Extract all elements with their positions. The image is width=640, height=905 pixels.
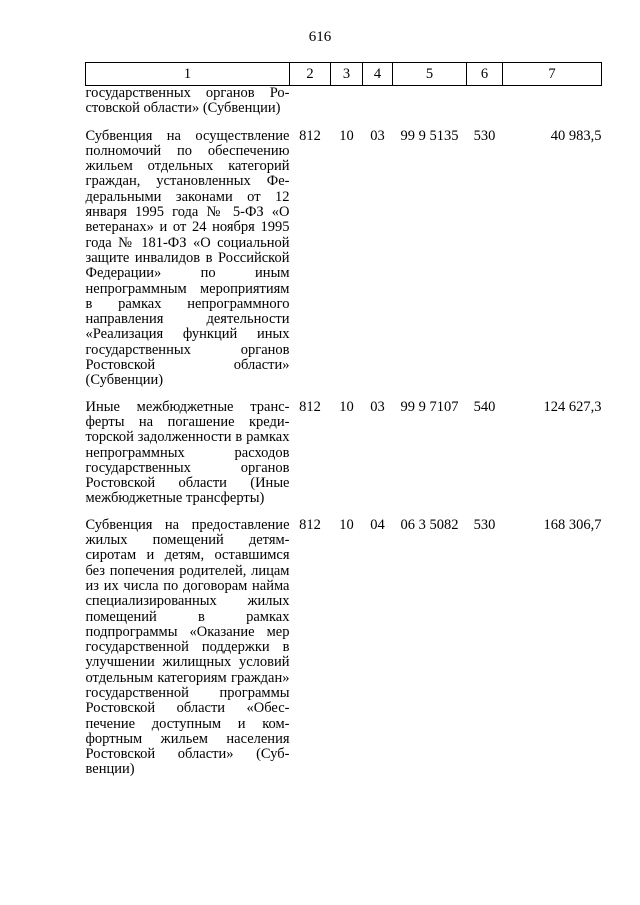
column-header-1: 1 [86, 63, 290, 86]
row-subsection-code: 04 [370, 516, 385, 533]
column-header-2: 2 [290, 63, 331, 86]
column-header-6: 6 [467, 63, 503, 86]
row-description: Субвенция на предоставление жилых помещений детям-сиротам и детям, оставшимся без попечения родителей, лицам из их числа по договорам найма специализированных жилых помещений в рамках подпрограммы «Оказание мер государственной поддержки в улучшении жилищных условий отдельным категориям граждан» государственной программы Ростовской области «Обеспечение доступным и комфортным жильем населения Ростовской области» (Субвенции) [85, 516, 290, 778]
row-section-code: 10 [339, 127, 354, 144]
column-header-4: 4 [363, 63, 393, 86]
row-description: Иные межбюджетные трансферты на погашение кредиторской задолженности в рамках непрограммных расходов государственных органов Ростовской области (Иные межбюджетные трансферты) [85, 398, 290, 507]
row-subsection-code [363, 86, 393, 129]
table-row [86, 129, 602, 400]
row-description: Субвенция на осуществление полномочий по обеспечению жильем отдельных категорий граждан, установленных Федеральными законами от 12 января 1995 года № 5-ФЗ «О ветеранах» и от 24 ноября 1995 года № 181-ФЗ «О социальной защите инвалидов в Российской Федерации» по иным непрограммным мероприятиям в рамках непрограммного направления деятельности «Реализация функций иных государственных органов Ростовской области» (Субвенции) [85, 127, 290, 389]
row-section-code: 10 [339, 516, 354, 533]
row-section-code: 10 [339, 398, 354, 415]
row-section-code [331, 86, 363, 129]
row-expense-type-code: 530 [473, 516, 496, 533]
budget-table [85, 62, 602, 789]
table-row [86, 400, 602, 518]
table-row [86, 518, 602, 789]
row-amount [503, 86, 602, 129]
column-header-3: 3 [331, 63, 363, 86]
row-description: государственных органов Ростовской области» (Субвенции) [85, 85, 290, 117]
header-row [86, 63, 602, 86]
row-expense-type-code: 530 [473, 127, 496, 144]
table-row [86, 86, 602, 129]
row-target-article-code: 99 9 7107 [400, 398, 459, 415]
row-target-article-code: 06 3 5082 [400, 516, 459, 533]
row-subsection-code: 03 [370, 398, 385, 415]
column-header-7: 7 [503, 63, 602, 86]
table-header [86, 63, 602, 86]
row-amount: 168 306,7 [543, 516, 602, 533]
row-target-article-code: 99 9 5135 [400, 127, 459, 144]
page-number: 616 [308, 29, 332, 45]
row-subsection-code: 03 [370, 127, 385, 144]
column-header-5: 5 [393, 63, 467, 86]
row-ministry-code: 812 [299, 127, 321, 144]
row-target-article-code [393, 86, 467, 129]
row-expense-type-code: 540 [473, 398, 496, 415]
row-amount: 40 983,5 [550, 127, 602, 144]
row-ministry-code [290, 86, 331, 129]
row-expense-type-code [467, 86, 503, 129]
row-ministry-code: 812 [299, 398, 321, 415]
table-body [86, 86, 602, 789]
row-ministry-code: 812 [299, 516, 321, 533]
row-amount: 124 627,3 [543, 398, 602, 415]
